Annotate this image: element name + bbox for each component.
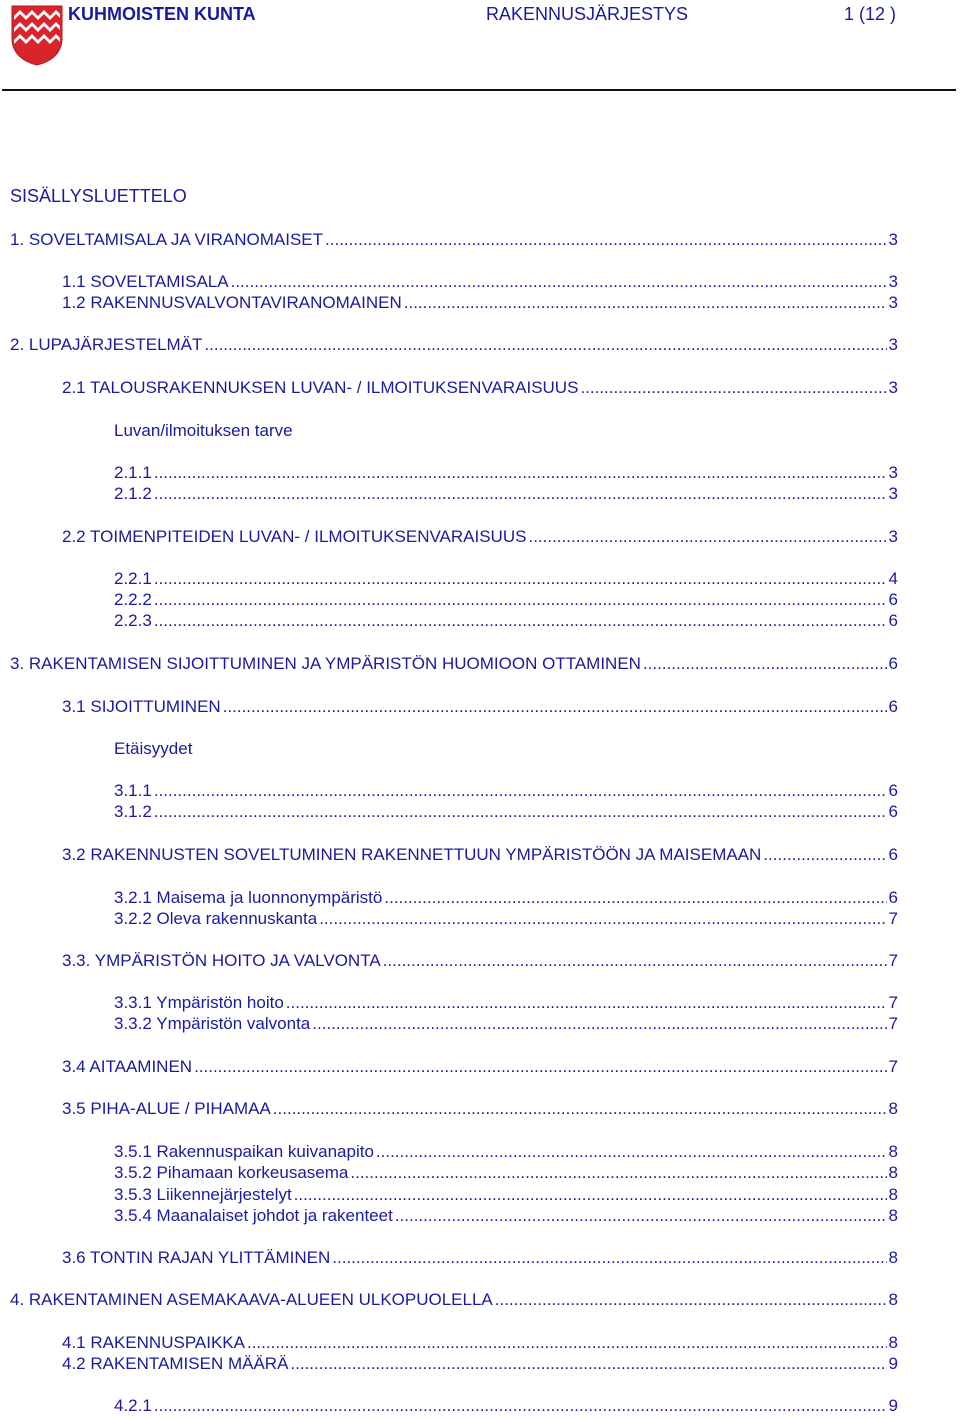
toc-entry-page: 8 — [888, 1333, 898, 1352]
toc-leader-dots — [376, 1141, 887, 1162]
toc-entry-label: 3.5 PIHA-ALUE / PIHAMAA — [62, 1099, 271, 1118]
toc-leader-dots — [273, 1098, 887, 1119]
document-title: RAKENNUSJÄRJESTYS — [486, 4, 689, 24]
toc-entry[interactable] — [10, 653, 898, 674]
toc-entry-label: 4. RAKENTAMINEN ASEMAKAAVA-ALUEEN ULKOPUOLELLA — [10, 1290, 493, 1309]
toc-entry[interactable] — [62, 1353, 898, 1374]
toc-entry-page: 3 — [888, 230, 898, 249]
toc-entry-label: 3.3. YMPÄRISTÖN HOITO JA VALVONTA — [62, 951, 381, 970]
toc-entry-page: 8 — [888, 1248, 898, 1267]
toc-leader-dots — [528, 526, 886, 547]
toc-entry-page: 8 — [888, 1185, 898, 1204]
toc-entry-page: 6 — [888, 590, 898, 609]
toc-leader-dots — [495, 1289, 887, 1310]
toc-entry[interactable] — [62, 844, 898, 865]
toc-entry-page: 3 — [888, 484, 898, 503]
toc-leader-dots — [194, 1056, 886, 1077]
toc-entry-page: 6 — [888, 845, 898, 864]
toc-entry[interactable] — [62, 377, 898, 398]
toc-subheading: Etäisyydet — [114, 739, 193, 758]
toc-entry-label: 2.1.2 — [114, 484, 152, 503]
toc-leader-dots — [325, 229, 887, 250]
toc-entry[interactable] — [114, 589, 898, 610]
toc-leader-dots — [580, 377, 886, 398]
toc-entry-label: 2. LUPAJÄRJESTELMÄT — [10, 335, 203, 354]
toc-entry[interactable] — [10, 334, 898, 355]
toc-title: SISÄLLYSLUETTELO — [10, 186, 187, 206]
toc-entry-label: 3.2 RAKENNUSTEN SOVELTUMINEN RAKENNETTUUN YMPÄRISTÖÖN JA MAISEMAAN — [62, 845, 762, 864]
toc-entry-page: 7 — [888, 951, 898, 970]
toc-leader-dots — [319, 908, 886, 929]
toc-leader-dots — [154, 1395, 887, 1416]
toc-entry[interactable] — [62, 1098, 898, 1119]
toc-entry[interactable] — [114, 483, 898, 504]
toc-entry-label: 3.1.2 — [114, 802, 152, 821]
toc-entry-label: 4.1 RAKENNUSPAIKKA — [62, 1333, 245, 1352]
toc-entry-page: 4 — [888, 569, 898, 588]
toc-entry-label: 2.2.3 — [114, 611, 152, 630]
toc-entry-label: 3.5.2 Pihamaan korkeusasema — [114, 1163, 349, 1182]
toc-entry-page: 7 — [888, 1057, 898, 1076]
toc-entry[interactable] — [114, 1395, 898, 1416]
toc-leader-dots — [286, 992, 887, 1013]
toc-leader-dots — [154, 462, 887, 483]
toc-entry-page: 8 — [888, 1290, 898, 1309]
toc-entry-page: 7 — [888, 1014, 898, 1033]
toc-leader-dots — [384, 887, 886, 908]
toc-entry-label: 3.3.2 Ympäristön valvonta — [114, 1014, 311, 1033]
toc-entry[interactable] — [114, 1205, 898, 1226]
toc-entry-label: 2.2.1 — [114, 569, 152, 588]
toc-entry-page: 8 — [888, 1142, 898, 1161]
toc-leader-dots — [154, 610, 887, 631]
toc-leader-dots — [154, 780, 887, 801]
toc-entry[interactable] — [10, 1289, 898, 1310]
toc-entry-page: 8 — [888, 1099, 898, 1118]
toc-entry-page: 6 — [888, 611, 898, 630]
toc-entry-label: 1.1 SOVELTAMISALA — [62, 272, 229, 291]
toc-entry-label: 1. SOVELTAMISALA JA VIRANOMAISET — [10, 230, 324, 249]
organization-name: KUHMOISTEN KUNTA — [68, 4, 256, 24]
toc-entry[interactable] — [62, 292, 898, 313]
toc-entry[interactable] — [62, 950, 898, 971]
toc-entry-page: 9 — [888, 1396, 898, 1415]
toc-entry-label: 2.1 TALOUSRAKENNUKSEN LUVAN- / ILMOITUKSENVARAISUUS — [62, 378, 579, 397]
toc-entry-page: 8 — [888, 1206, 898, 1225]
toc-leader-dots — [312, 1013, 886, 1034]
toc-entry-page: 7 — [888, 909, 898, 928]
toc-leader-dots — [395, 1205, 887, 1226]
toc-entry-label: 3.1 SIJOITTUMINEN — [62, 697, 221, 716]
page-number: 1 (12 ) — [844, 4, 897, 24]
toc-subheading: Luvan/ilmoituksen tarve — [114, 421, 293, 440]
toc-entry-page: 9 — [888, 1354, 898, 1373]
toc-entry-label: 3.4 AITAAMINEN — [62, 1057, 193, 1076]
toc-entry-label: 3.5.1 Rakennuspaikan kuivanapito — [114, 1142, 374, 1161]
toc-entry[interactable] — [62, 271, 898, 292]
toc-entry-page: 3 — [888, 293, 898, 312]
toc-leader-dots — [643, 653, 887, 674]
toc-leader-dots — [154, 589, 887, 610]
toc-leader-dots — [763, 844, 886, 865]
toc-entry-label: 3.2.1 Maisema ja luonnonympäristö — [114, 888, 383, 907]
toc-entry-page: 6 — [888, 802, 898, 821]
toc-entry-label: 4.2 RAKENTAMISEN MÄÄRÄ — [62, 1354, 289, 1373]
toc-entry-page: 6 — [888, 654, 898, 673]
toc-entry[interactable] — [114, 801, 898, 822]
toc-entry-page: 7 — [888, 993, 898, 1012]
toc-entry-page: 6 — [888, 781, 898, 800]
toc-entry-page: 3 — [888, 272, 898, 291]
toc-leader-dots — [231, 271, 887, 292]
toc-entry-label: 3.5.4 Maanalaiset johdot ja rakenteet — [114, 1206, 393, 1225]
toc-entry[interactable] — [114, 992, 898, 1013]
toc-entry-label: 3.2.2 Oleva rakennuskanta — [114, 909, 318, 928]
toc-entry[interactable] — [62, 526, 898, 547]
toc-leader-dots — [223, 696, 887, 717]
toc-entry-page: 6 — [888, 888, 898, 907]
toc-leader-dots — [290, 1353, 886, 1374]
toc-leader-dots — [154, 801, 887, 822]
toc-entry[interactable] — [114, 462, 898, 483]
toc-leader-dots — [154, 568, 887, 589]
toc-entry-label: 4.2.1 — [114, 1396, 152, 1415]
toc-entry[interactable] — [62, 1247, 898, 1268]
toc-entry-page: 3 — [888, 527, 898, 546]
toc-entry-label: 3. RAKENTAMISEN SIJOITTUMINEN JA YMPÄRISTÖN HUOMIOON OTTAMINEN — [10, 654, 641, 673]
toc-entry-label: 2.2 TOIMENPITEIDEN LUVAN- / ILMOITUKSENVARAISUUS — [62, 527, 527, 546]
toc-leader-dots — [294, 1184, 887, 1205]
toc-entry[interactable] — [114, 568, 898, 589]
toc-entry-label: 2.2.2 — [114, 590, 152, 609]
toc-leader-dots — [204, 334, 886, 355]
toc-entry[interactable] — [114, 887, 898, 908]
toc-entry[interactable] — [114, 1141, 898, 1162]
toc-leader-dots — [383, 950, 887, 971]
toc-leader-dots — [332, 1247, 886, 1268]
toc-entry-label: 1.2 RAKENNUSVALVONTAVIRANOMAINEN — [62, 293, 402, 312]
toc-entry-label: 3.1.1 — [114, 781, 152, 800]
toc-leader-dots — [154, 483, 887, 504]
toc-entry-page: 8 — [888, 1163, 898, 1182]
toc-entry-page: 6 — [888, 697, 898, 716]
toc-entry-page: 3 — [888, 335, 898, 354]
toc-entry[interactable] — [114, 1013, 898, 1034]
toc-entry[interactable] — [114, 1162, 898, 1183]
toc-entry-label: 3.6 TONTIN RAJAN YLITTÄMINEN — [62, 1248, 331, 1267]
toc-entry-label: 3.3.1 Ympäristön hoito — [114, 993, 284, 1012]
toc-entry[interactable] — [62, 1056, 898, 1077]
toc-entry[interactable] — [10, 229, 898, 250]
toc-entry[interactable] — [114, 908, 898, 929]
toc-leader-dots — [404, 292, 887, 313]
toc-entry-label: 2.1.1 — [114, 463, 152, 482]
toc-leader-dots — [247, 1332, 887, 1353]
toc-entry[interactable] — [62, 696, 898, 717]
toc-entry[interactable] — [114, 610, 898, 631]
toc-entry-page: 3 — [888, 378, 898, 397]
toc-entry[interactable] — [114, 1184, 898, 1205]
toc-entry[interactable] — [62, 1332, 898, 1353]
toc-entry-label: 3.5.3 Liikennejärjestelyt — [114, 1185, 292, 1204]
toc-entry-page: 3 — [888, 463, 898, 482]
toc-entry[interactable] — [114, 780, 898, 801]
toc-leader-dots — [350, 1162, 886, 1183]
